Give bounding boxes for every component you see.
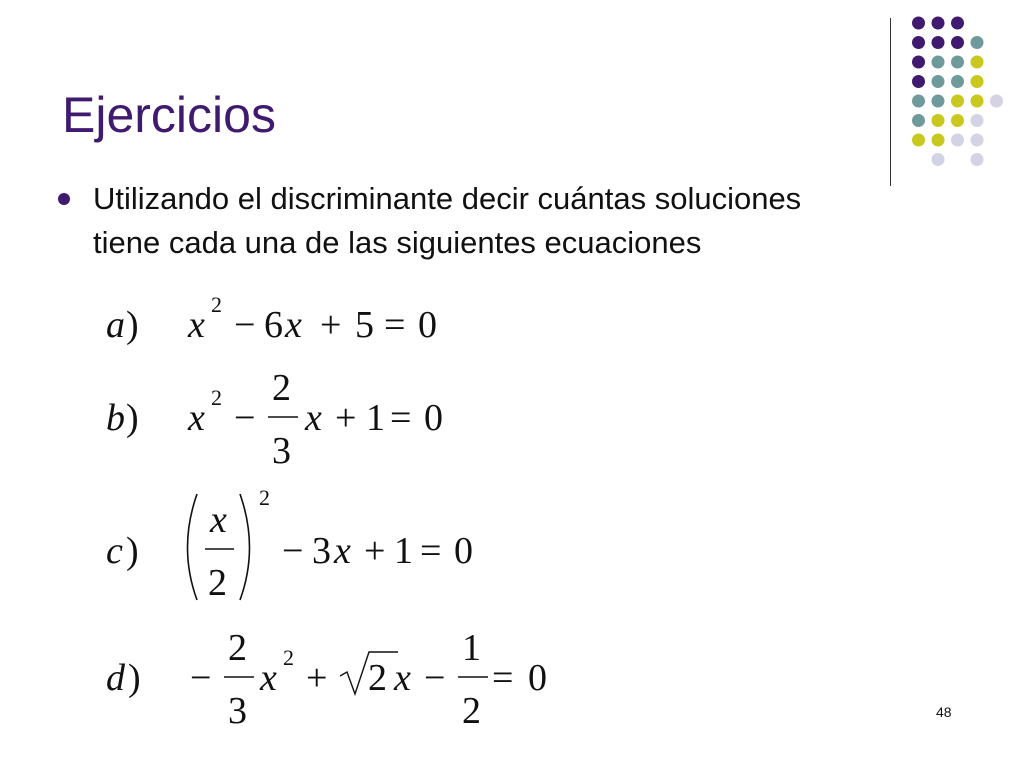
eq-b-const: 1 xyxy=(366,397,385,439)
eq-d-numerator-1: 2 xyxy=(228,627,247,669)
eq-c-paren: ) xyxy=(126,530,139,572)
eq-d-x: x xyxy=(260,657,277,699)
eq-c-numerator: x xyxy=(210,499,227,541)
eq-b-paren: ) xyxy=(126,397,139,439)
eq-d-plus: + xyxy=(306,657,328,699)
eq-d-denominator-2: 2 xyxy=(462,690,481,732)
bullet-text: Utilizando el discriminante decir cuántas soluciones tiene cada una de las siguientes ecuaciones xyxy=(93,181,802,260)
eq-b-plus: + xyxy=(335,397,357,439)
eq-d-exponent: 2 xyxy=(283,645,294,670)
eq-c-coef: 3 xyxy=(312,530,331,572)
page-number: 48 xyxy=(936,704,952,720)
eq-b-label: b xyxy=(106,397,125,439)
eq-b-zero: 0 xyxy=(424,397,443,439)
equation-a xyxy=(106,292,437,346)
equation-b xyxy=(106,367,443,472)
eq-c-plus: + xyxy=(364,530,386,572)
eq-a-paren: ) xyxy=(126,304,139,346)
eq-c-exponent: 2 xyxy=(259,485,270,510)
eq-c-const: 1 xyxy=(394,530,413,572)
eq-a-equals: = xyxy=(384,304,406,346)
eq-b-numerator: 2 xyxy=(272,367,291,409)
eq-d-minus-2: − xyxy=(424,657,446,699)
equation-d xyxy=(106,627,547,732)
eq-d-paren: ) xyxy=(128,657,141,699)
eq-c-x: x xyxy=(334,530,351,572)
eq-c-left-paren xyxy=(188,494,198,600)
eq-a-plus: + xyxy=(320,304,342,346)
eq-a-const: 5 xyxy=(355,304,374,346)
eq-b-minus: − xyxy=(234,397,256,439)
eq-c-minus: − xyxy=(282,530,304,572)
eq-b-x2: x xyxy=(305,397,322,439)
eq-c-label: c xyxy=(106,530,123,572)
eq-d-label: d xyxy=(106,657,125,699)
eq-a-minus: − xyxy=(234,304,256,346)
eq-b-equals: = xyxy=(390,397,412,439)
eq-a-x2: x xyxy=(285,304,302,346)
eq-d-numerator-2: 1 xyxy=(462,627,481,669)
eq-a-coef: 6 xyxy=(264,304,283,346)
eq-d-minus: − xyxy=(190,657,212,699)
slide-title: Ejercicios xyxy=(62,87,276,143)
eq-c-right-paren xyxy=(240,494,250,600)
eq-b-exponent: 2 xyxy=(211,385,222,410)
eq-a-x: x xyxy=(188,304,205,346)
eq-a-label: a xyxy=(106,304,125,346)
eq-a-exponent: 2 xyxy=(211,292,222,317)
eq-d-denominator-1: 3 xyxy=(228,690,247,732)
eq-d-zero: 0 xyxy=(528,657,547,699)
eq-c-zero: 0 xyxy=(454,530,473,572)
eq-b-x: x xyxy=(188,397,205,439)
eq-b-denominator: 3 xyxy=(272,430,291,472)
eq-c-equals: = xyxy=(420,530,442,572)
eq-c-denominator: 2 xyxy=(208,562,227,604)
equation-c xyxy=(106,485,473,604)
eq-d-x2: x xyxy=(394,657,411,699)
eq-a-zero: 0 xyxy=(418,304,437,346)
eq-d-equals: = xyxy=(492,657,514,699)
eq-d-radicand: 2 xyxy=(368,657,387,699)
